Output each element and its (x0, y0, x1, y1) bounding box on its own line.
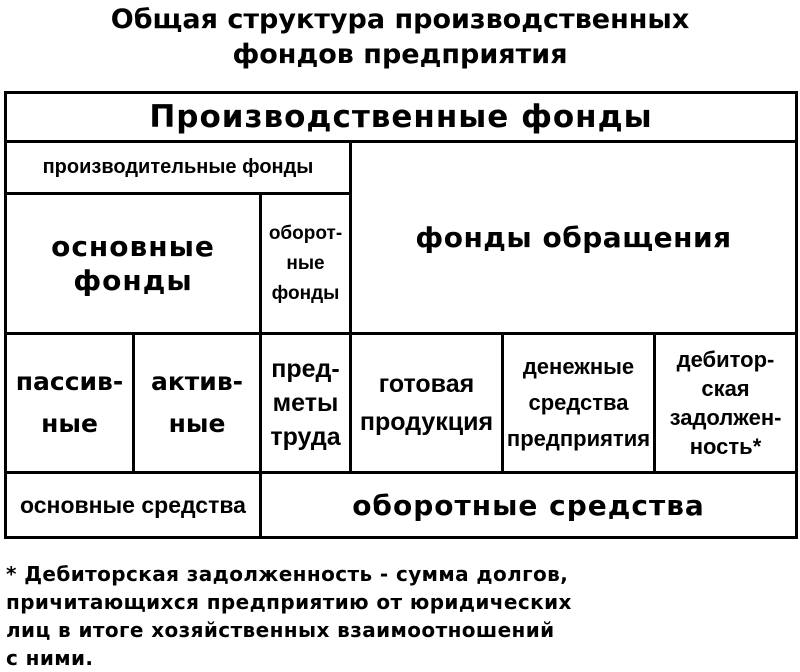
header-production-funds: Производственные фонды (4, 91, 798, 143)
page-title: Общая структура производственных фондов предприятия (110, 4, 690, 70)
cell-active: актив- ные (132, 332, 262, 474)
cell-receivables: дебитор- ская задолжен- ность* (653, 332, 798, 474)
cell-current-assets: оборотные средства (259, 471, 798, 539)
cell-objects-of-labor: пред- меты труда (259, 332, 352, 474)
cell-cash: денежные средства предприятия (501, 332, 656, 474)
cell-fixed-funds: основные фонды (4, 192, 262, 335)
cell-finished-products: готовая продукция (349, 332, 504, 474)
cell-passive: пассив- ные (4, 332, 135, 474)
cell-working-funds: оборот- ные фонды (259, 192, 352, 335)
footnote: * Дебиторская задолженность - сумма долгов, причитающихся предприятию от юридических лиц в итоге хозяйственных взаимоотношений с ними. (6, 562, 572, 670)
cell-circulation-funds: фонды обращения (349, 140, 798, 335)
cell-productive-funds: производительные фонды (4, 140, 352, 195)
cell-fixed-assets: основные средства (4, 471, 262, 539)
